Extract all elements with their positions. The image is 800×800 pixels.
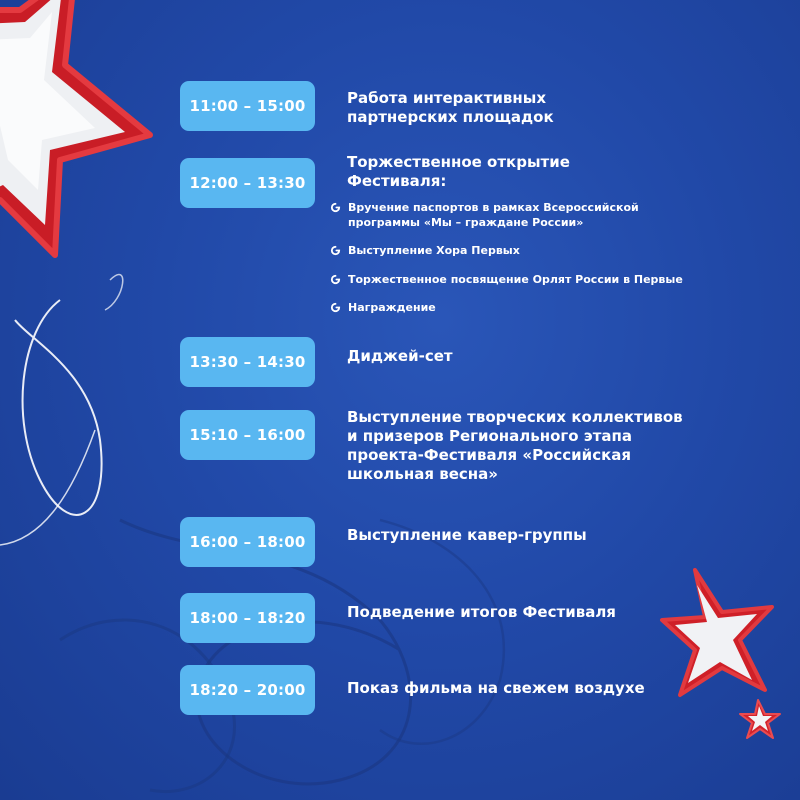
time-slot: 18:20 – 20:00	[180, 665, 315, 715]
event-title-line: Торжественное открытие	[347, 153, 570, 171]
event-title-line: партнерских площадок	[347, 108, 554, 126]
event-title-line: Диджей-сет	[347, 347, 453, 365]
swirl-bullet-icon	[330, 302, 341, 313]
swirl-bullet-icon	[330, 245, 341, 256]
event-title-line: Выступление творческих коллективов	[347, 408, 683, 426]
list-item	[330, 300, 750, 315]
swirl-bullet-icon	[330, 202, 341, 213]
list-item	[330, 272, 750, 287]
event-title-line: школьная весна»	[347, 465, 498, 483]
event-title-line: Выступление кавер-группы	[347, 526, 587, 544]
list-item-label: Торжественное посвящение Орлят России в Первые	[348, 273, 683, 286]
event-title	[347, 89, 767, 127]
event-title	[347, 153, 767, 191]
event-title-line: проекта-Фестиваля «Российская	[347, 446, 632, 464]
list-item-label: Вручение паспортов в рамках Всероссийской	[348, 201, 639, 214]
time-slot: 13:30 – 14:30	[180, 337, 315, 387]
event-title-line: Работа интерактивных	[347, 89, 547, 107]
event-title-line: Показ фильма на свежем воздухе	[347, 679, 645, 697]
swirl-bullet-icon	[330, 274, 341, 285]
list-item-label: Выступление Хора Первых	[348, 244, 520, 257]
list-item	[330, 243, 750, 258]
list-item-label: Награждение	[348, 301, 436, 314]
time-slot: 18:00 – 18:20	[180, 593, 315, 643]
event-title	[347, 679, 767, 698]
time-slot: 12:00 – 13:30	[180, 158, 315, 208]
event-title	[347, 347, 767, 366]
time-slot: 15:10 – 16:00	[180, 410, 315, 460]
list-item	[330, 200, 750, 230]
event-title	[347, 408, 767, 484]
event-title	[347, 526, 767, 545]
event-title	[347, 603, 767, 622]
event-title-line: Подведение итогов Фестиваля	[347, 603, 616, 621]
time-slot: 11:00 – 15:00	[180, 81, 315, 131]
time-slot: 16:00 – 18:00	[180, 517, 315, 567]
event-title-line: Фестиваля:	[347, 172, 447, 190]
event-title-line: и призеров Регионального этапа	[347, 427, 632, 445]
list-item-label: программы «Мы – граждане России»	[348, 216, 584, 229]
